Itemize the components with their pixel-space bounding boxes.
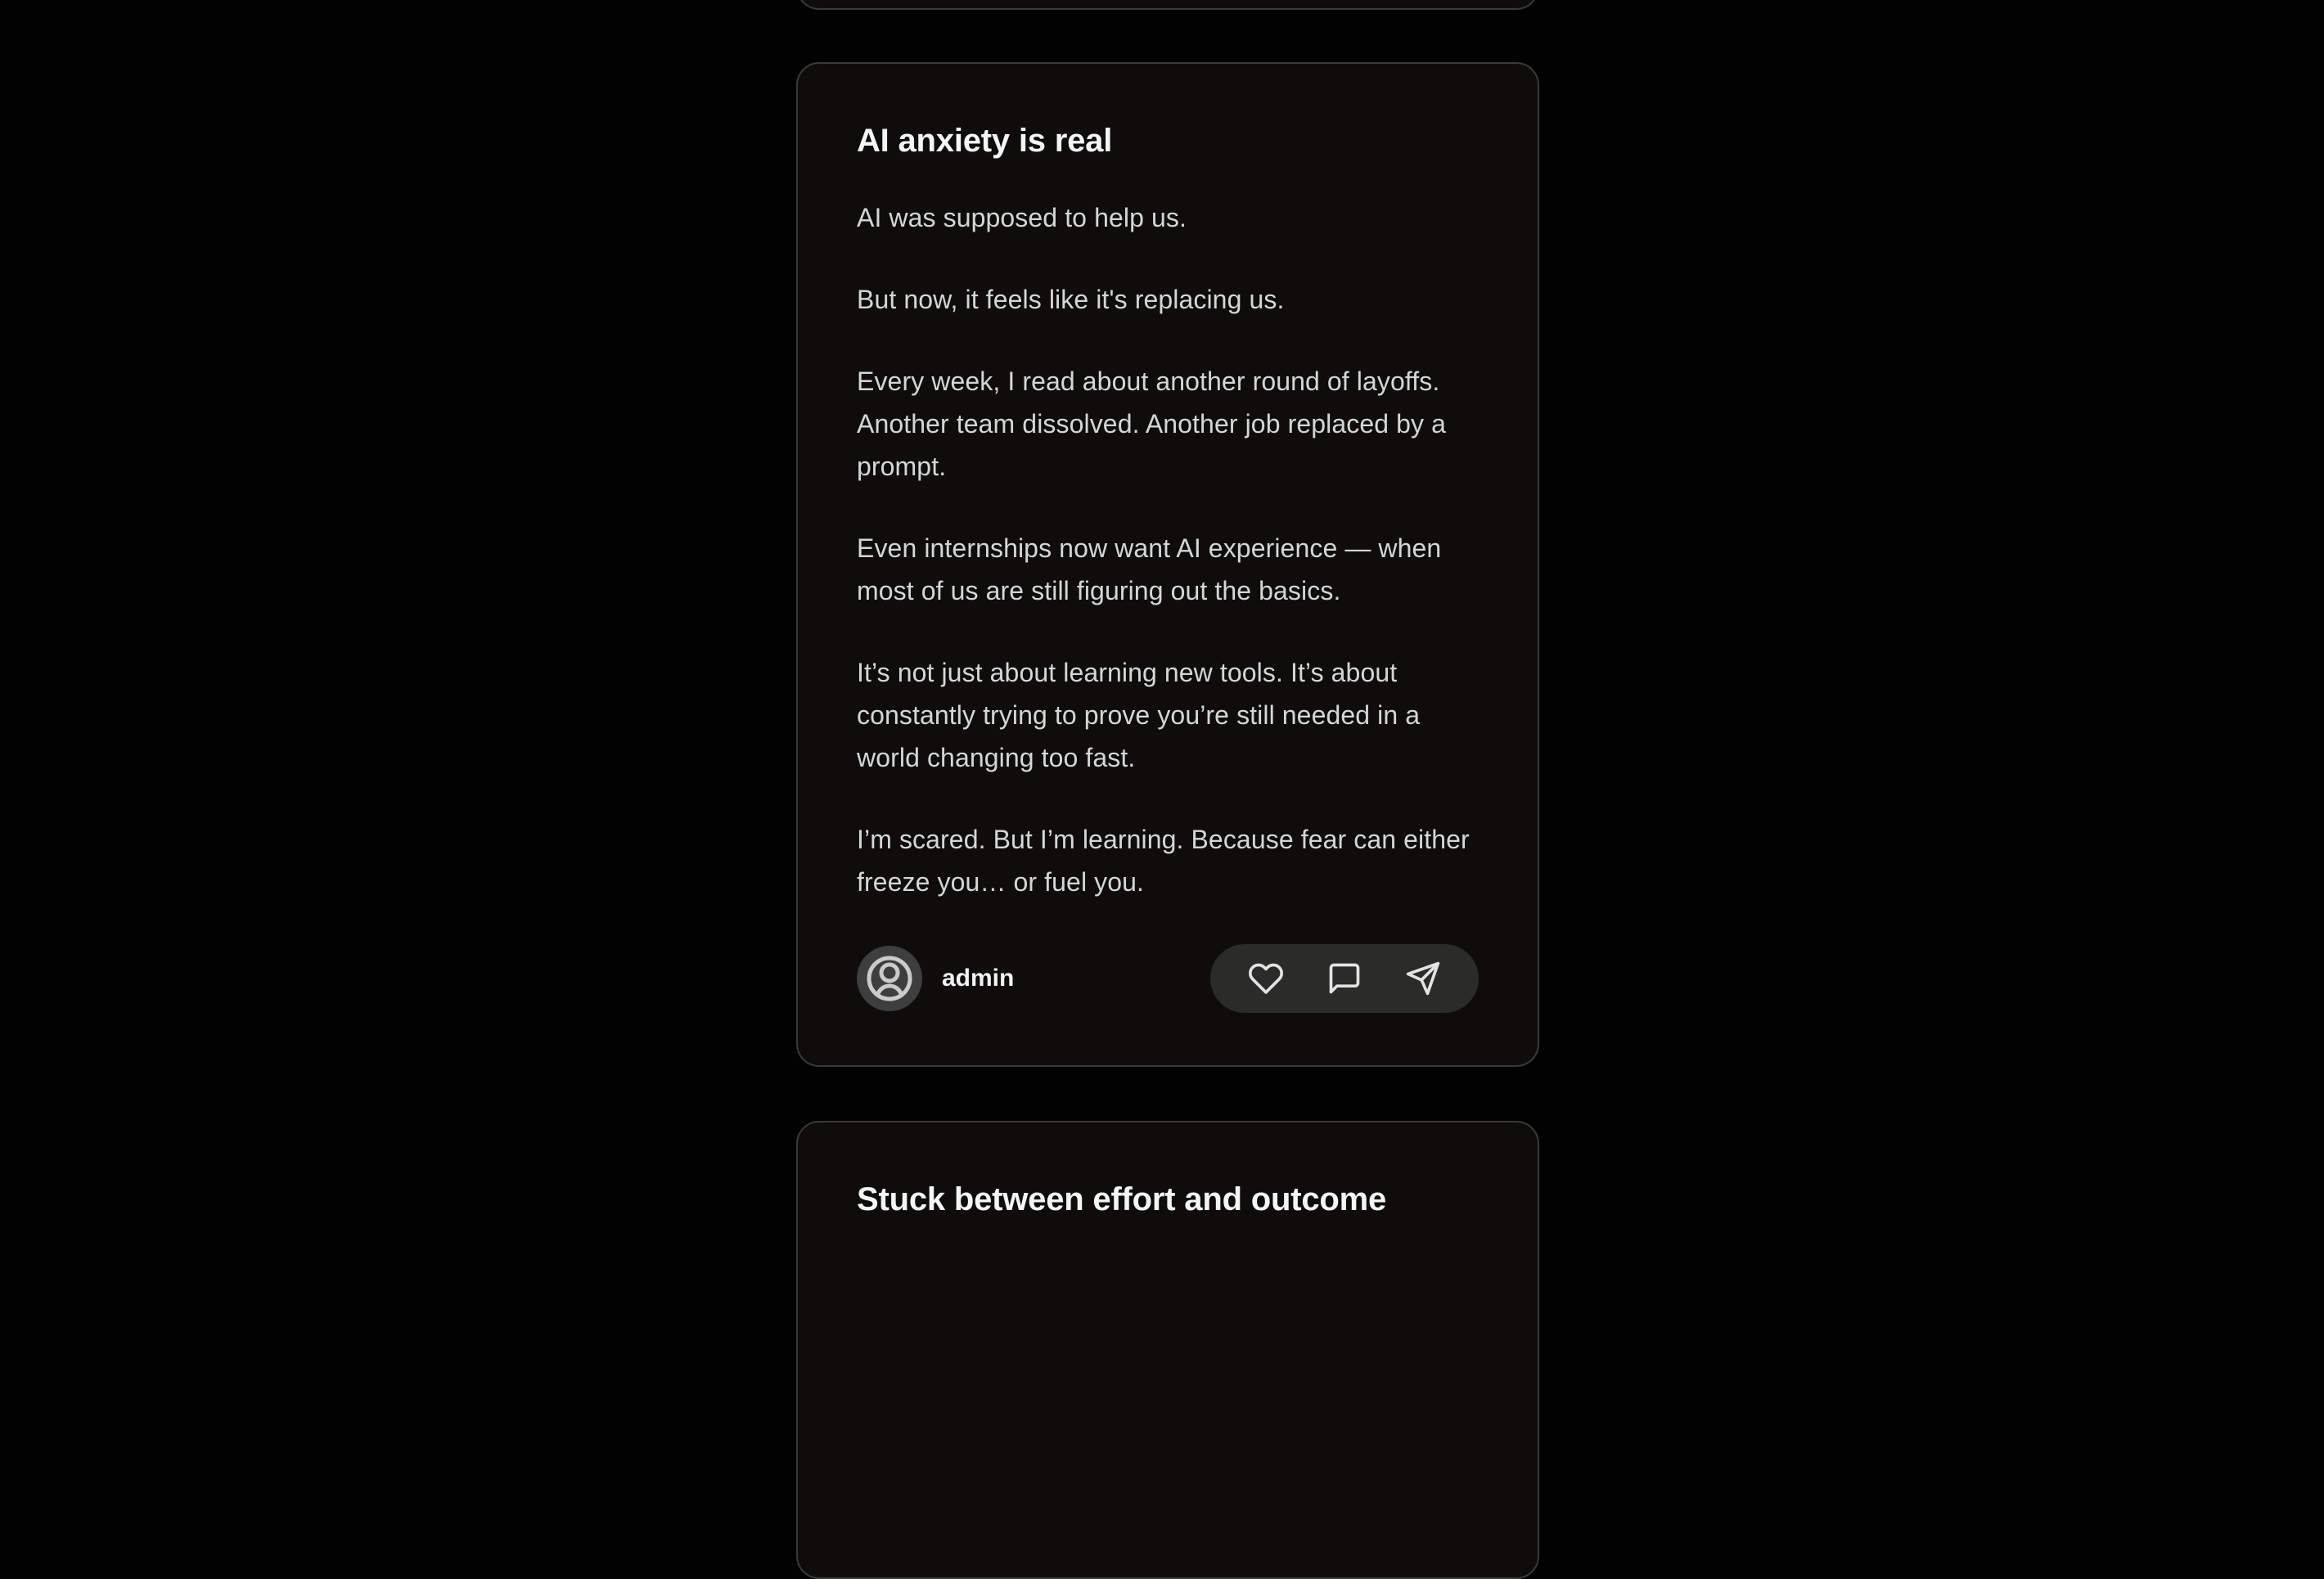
post-paragraph: Every week, I read about another round of layoffs. Another team dissolved. Another job replaced by a prompt. <box>857 367 1447 481</box>
post-paragraph: It’s not just about learning new tools. It’s about constantly trying to prove you’re still needed in a world changing too fast. <box>857 658 1421 772</box>
post-actions-pill <box>1210 944 1479 1013</box>
post-title: AI anxiety is real <box>857 123 1113 159</box>
feed-column <box>796 0 1539 1579</box>
heart-icon <box>1248 960 1284 996</box>
post-card-previous-partial <box>796 0 1539 10</box>
post-paragraph: I’m scared. But I’m learning. Because fear can either freeze you… or fuel you. <box>857 825 1470 897</box>
post-title: Stuck between effort and outcome <box>857 1181 1387 1217</box>
comment-bubble-icon <box>1326 960 1362 996</box>
post-paragraph: But now, it feels like it's replacing us. <box>857 285 1285 314</box>
post-card-ai-anxiety <box>796 62 1539 1067</box>
post-paragraph: Even internships now want AI experience — when most of us are still figuring out the basics. <box>857 533 1442 605</box>
user-circle-icon <box>857 946 922 1011</box>
post-author[interactable] <box>857 946 1014 1011</box>
send-icon <box>1405 960 1441 996</box>
post-card-stuck-between <box>796 1121 1539 1579</box>
post-footer <box>857 944 1479 1013</box>
like-button[interactable] <box>1248 960 1284 996</box>
share-button[interactable] <box>1405 960 1441 996</box>
author-name: admin <box>942 965 1015 992</box>
comment-button[interactable] <box>1326 960 1362 996</box>
post-paragraph: AI was supposed to help us. <box>857 203 1187 232</box>
